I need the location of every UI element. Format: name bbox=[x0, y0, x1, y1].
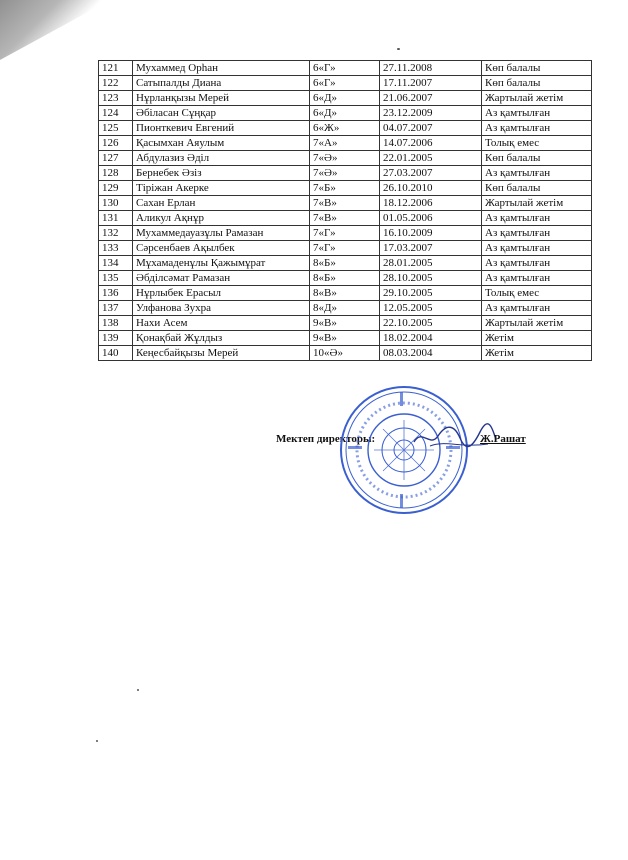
cell-name: Тіріжан Акерке bbox=[133, 181, 310, 196]
table-row bbox=[99, 256, 592, 271]
cell-grade: 7«Б» bbox=[310, 181, 380, 196]
cell-date: 18.02.2004 bbox=[380, 331, 482, 346]
cell-no: 140 bbox=[99, 346, 133, 361]
cell-status: Аз қамтылған bbox=[482, 301, 592, 316]
cell-grade: 10«Ә» bbox=[310, 346, 380, 361]
cell-date: 17.11.2007 bbox=[380, 76, 482, 91]
table-row bbox=[99, 136, 592, 151]
cell-name: Әбділсәмат Рамазан bbox=[133, 271, 310, 286]
cell-no: 127 bbox=[99, 151, 133, 166]
cell-name: Бернебек Әзіз bbox=[133, 166, 310, 181]
table-row bbox=[99, 211, 592, 226]
cell-no: 128 bbox=[99, 166, 133, 181]
scan-corner-shadow bbox=[0, 0, 110, 60]
cell-name: Пионткевич Евгений bbox=[133, 121, 310, 136]
cell-no: 137 bbox=[99, 301, 133, 316]
table-row bbox=[99, 271, 592, 286]
cell-grade: 6«Г» bbox=[310, 76, 380, 91]
cell-status: Жетім bbox=[482, 331, 592, 346]
table-row bbox=[99, 346, 592, 361]
cell-no: 135 bbox=[99, 271, 133, 286]
cell-grade: 7«А» bbox=[310, 136, 380, 151]
cell-name: Қасымхан Аяулым bbox=[133, 136, 310, 151]
table-row bbox=[99, 316, 592, 331]
cell-name: Мұхамаденұлы Қажымұрат bbox=[133, 256, 310, 271]
cell-date: 04.07.2007 bbox=[380, 121, 482, 136]
cell-no: 126 bbox=[99, 136, 133, 151]
students-table-body bbox=[99, 61, 592, 361]
cell-status: Аз қамтылған bbox=[482, 271, 592, 286]
cell-status: Жартылай жетім bbox=[482, 91, 592, 106]
table-row bbox=[99, 76, 592, 91]
cell-status: Толық емес bbox=[482, 136, 592, 151]
cell-grade: 7«Ә» bbox=[310, 151, 380, 166]
cell-name: Қонақбай Жұлдыз bbox=[133, 331, 310, 346]
cell-grade: 8«Б» bbox=[310, 256, 380, 271]
cell-status: Аз қамтылған bbox=[482, 241, 592, 256]
cell-grade: 9«В» bbox=[310, 331, 380, 346]
cell-no: 136 bbox=[99, 286, 133, 301]
cell-no: 130 bbox=[99, 196, 133, 211]
cell-status: Көп балалы bbox=[482, 76, 592, 91]
cell-no: 129 bbox=[99, 181, 133, 196]
cell-date: 26.10.2010 bbox=[380, 181, 482, 196]
cell-date: 27.03.2007 bbox=[380, 166, 482, 181]
cell-no: 139 bbox=[99, 331, 133, 346]
table-row bbox=[99, 331, 592, 346]
cell-name: Сәрсенбаев Ақылбек bbox=[133, 241, 310, 256]
table-row bbox=[99, 166, 592, 181]
cell-date: 08.03.2004 bbox=[380, 346, 482, 361]
cell-status: Аз қамтылған bbox=[482, 166, 592, 181]
cell-grade: 6«Ж» bbox=[310, 121, 380, 136]
cell-date: 27.11.2008 bbox=[380, 61, 482, 76]
table-row bbox=[99, 181, 592, 196]
cell-status: Жартылай жетім bbox=[482, 196, 592, 211]
cell-grade: 8«В» bbox=[310, 286, 380, 301]
scan-speck bbox=[137, 689, 139, 691]
cell-name: Абдулазиз Әділ bbox=[133, 151, 310, 166]
cell-status: Көп балалы bbox=[482, 151, 592, 166]
cell-grade: 6«Д» bbox=[310, 91, 380, 106]
table-row bbox=[99, 196, 592, 211]
cell-date: 16.10.2009 bbox=[380, 226, 482, 241]
cell-date: 17.03.2007 bbox=[380, 241, 482, 256]
cell-no: 134 bbox=[99, 256, 133, 271]
cell-no: 123 bbox=[99, 91, 133, 106]
table-row bbox=[99, 301, 592, 316]
cell-grade: 7«В» bbox=[310, 211, 380, 226]
cell-status: Толық емес bbox=[482, 286, 592, 301]
cell-status: Аз қамтылған bbox=[482, 256, 592, 271]
scan-speck bbox=[96, 740, 98, 742]
cell-grade: 7«Г» bbox=[310, 226, 380, 241]
cell-date: 14.07.2006 bbox=[380, 136, 482, 151]
cell-no: 122 bbox=[99, 76, 133, 91]
cell-status: Жетім bbox=[482, 346, 592, 361]
cell-name: Нұрлыбек Ерасыл bbox=[133, 286, 310, 301]
cell-date: 22.01.2005 bbox=[380, 151, 482, 166]
scan-speck bbox=[397, 48, 400, 50]
table-row bbox=[99, 106, 592, 121]
cell-status: Аз қамтылған bbox=[482, 226, 592, 241]
cell-name: Улфанова Зухра bbox=[133, 301, 310, 316]
table-row bbox=[99, 241, 592, 256]
students-table bbox=[98, 60, 592, 361]
cell-status: Көп балалы bbox=[482, 181, 592, 196]
cell-no: 121 bbox=[99, 61, 133, 76]
cell-grade: 8«Б» bbox=[310, 271, 380, 286]
table-row bbox=[99, 91, 592, 106]
cell-name: Мухаммедауазұлы Рамазан bbox=[133, 226, 310, 241]
cell-date: 29.10.2005 bbox=[380, 286, 482, 301]
cell-grade: 6«Г» bbox=[310, 61, 380, 76]
cell-status: Жартылай жетім bbox=[482, 316, 592, 331]
cell-date: 21.06.2007 bbox=[380, 91, 482, 106]
cell-date: 28.01.2005 bbox=[380, 256, 482, 271]
cell-date: 18.12.2006 bbox=[380, 196, 482, 211]
director-name: Ж.Рашат bbox=[480, 433, 526, 445]
cell-status: Көп балалы bbox=[482, 61, 592, 76]
table-row bbox=[99, 61, 592, 76]
cell-no: 124 bbox=[99, 106, 133, 121]
cell-no: 125 bbox=[99, 121, 133, 136]
table-row bbox=[99, 226, 592, 241]
cell-no: 131 bbox=[99, 211, 133, 226]
cell-no: 132 bbox=[99, 226, 133, 241]
cell-date: 12.05.2005 bbox=[380, 301, 482, 316]
cell-grade: 6«Д» bbox=[310, 106, 380, 121]
cell-grade: 7«Г» bbox=[310, 241, 380, 256]
cell-grade: 7«Ә» bbox=[310, 166, 380, 181]
director-label: Мектеп директоры: bbox=[276, 433, 376, 445]
cell-no: 138 bbox=[99, 316, 133, 331]
cell-date: 01.05.2006 bbox=[380, 211, 482, 226]
table-row bbox=[99, 121, 592, 136]
cell-date: 22.10.2005 bbox=[380, 316, 482, 331]
cell-status: Аз қамтылған bbox=[482, 106, 592, 121]
cell-name: Әбіласан Сұңқар bbox=[133, 106, 310, 121]
cell-date: 23.12.2009 bbox=[380, 106, 482, 121]
cell-no: 133 bbox=[99, 241, 133, 256]
cell-name: Аликул Ақнұр bbox=[133, 211, 310, 226]
cell-name: Сахан Ерлан bbox=[133, 196, 310, 211]
cell-name: Кеңесбайқызы Мерей bbox=[133, 346, 310, 361]
cell-date: 28.10.2005 bbox=[380, 271, 482, 286]
cell-grade: 9«В» bbox=[310, 316, 380, 331]
cell-name: Нұрланқызы Мерей bbox=[133, 91, 310, 106]
cell-name: Сатыпалды Диана bbox=[133, 76, 310, 91]
cell-name: Нахи Асем bbox=[133, 316, 310, 331]
cell-grade: 8«Д» bbox=[310, 301, 380, 316]
cell-status: Аз қамтылған bbox=[482, 211, 592, 226]
cell-grade: 7«В» bbox=[310, 196, 380, 211]
table-row bbox=[99, 151, 592, 166]
cell-name: Мухаммед Орһан bbox=[133, 61, 310, 76]
table-row bbox=[99, 286, 592, 301]
cell-status: Аз қамтылған bbox=[482, 121, 592, 136]
